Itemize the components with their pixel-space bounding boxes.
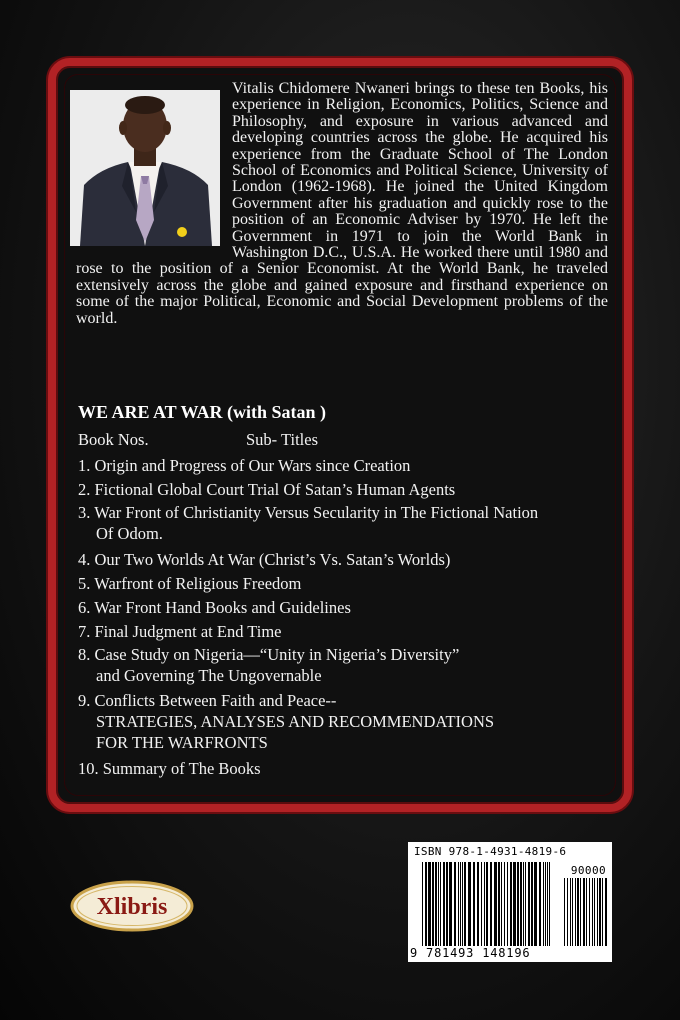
book-item-8 (78, 644, 578, 686)
book-item-2 (78, 478, 578, 502)
barcode-bar (484, 862, 485, 946)
barcode-bar (592, 878, 593, 946)
barcode-bar (490, 862, 492, 946)
book-title-continued: FOR THE WARFRONTS (96, 733, 268, 752)
book-item-5 (78, 572, 578, 596)
barcode-bar (473, 862, 475, 946)
barcode-bar (458, 862, 459, 946)
author-bio-text: Vitalis Chidomere Nwaneri brings to these ten Books, his experience in Religion, Economics, Politics, Science and Philosophy, and exposure in various advanced and developing countries across the globe. He acquired his experience from the Graduate School of The London School of Economics and Political Science, University of London (1962-1968). He joined the United Kingdom Government after his graduation and quickly rose to the position of an Economic Adviser by 1970. He left the Government in 1971 to join the World Bank in Washington D.C., U.S.A. He worked there until 1980 and rose to the position of a Senior Economist. At the World Bank, he traveled extensively across the globe and gained exposure and firsthand experience on some of the major Political, Economic and Social Development problems of the world. (76, 80, 608, 327)
barcode-bar (575, 878, 576, 946)
barcode-bar (570, 878, 571, 946)
book-title: 5. Warfront of Religious Freedom (78, 574, 302, 593)
barcode-bar (583, 878, 585, 946)
book-title: 7. Final Judgment at End Time (78, 622, 282, 641)
barcode-bar (449, 862, 452, 946)
barcode-bar (534, 862, 537, 946)
book-title: 9. Conflicts Between Faith and Peace-- (78, 691, 337, 710)
barcode-bar (504, 862, 505, 946)
barcode-bar (602, 878, 603, 946)
barcode-bar (580, 878, 581, 946)
barcode-bar (486, 862, 488, 946)
barcode-bar (605, 878, 607, 946)
book-item-10 (78, 757, 578, 781)
book-list (78, 454, 578, 781)
book-item-6 (78, 596, 578, 620)
book-title-continued: and Governing The Ungovernable (96, 666, 322, 685)
barcode-bar (498, 862, 500, 946)
barcode-bar (425, 862, 427, 946)
barcode-bar (428, 862, 431, 946)
book-title: 10. Summary of The Books (78, 759, 261, 778)
barcode-bar (432, 862, 434, 946)
barcode-bar (547, 862, 548, 946)
barcode-bar (599, 878, 601, 946)
barcode-bar (543, 862, 544, 946)
barcode-bar (454, 862, 456, 946)
barcode-bar (477, 862, 479, 946)
barcode-bar (549, 862, 550, 946)
barcode-bar (586, 878, 587, 946)
barcode-bar (539, 862, 541, 946)
barcode-bar (464, 862, 466, 946)
barcode-bar (517, 862, 519, 946)
barcode-bar (438, 862, 439, 946)
barcode-bar (443, 862, 445, 946)
barcode-bar (513, 862, 516, 946)
book-item-9 (78, 690, 578, 753)
barcode-bar (597, 878, 598, 946)
barcode-bar (468, 862, 471, 946)
xlibris-logo (70, 880, 194, 932)
book-title: 1. Origin and Progress of Our Wars since Creation (78, 456, 411, 475)
book-title: 4. Our Two Worlds At War (Christ’s Vs. Satan’s Worlds) (78, 550, 451, 569)
photo-spacer (76, 81, 232, 253)
barcode-bar (507, 862, 508, 946)
ean-number: 9 781493 148196 (410, 946, 531, 960)
barcode-bar (494, 862, 497, 946)
barcode-bar (481, 862, 482, 946)
isbn-barcode (408, 842, 612, 962)
book-title-continued: Of Odom. (96, 524, 163, 543)
col-header-sub-titles: Sub- Titles (246, 430, 318, 449)
isbn-number: ISBN 978-1-4931-4819-6 (414, 845, 567, 858)
book-item-3 (78, 502, 578, 544)
book-item-7 (78, 620, 578, 644)
barcode-bar (525, 862, 526, 946)
barcode-bar (523, 862, 524, 946)
book-item-4 (78, 548, 578, 572)
book-item-1 (78, 454, 578, 478)
barcode-bar (435, 862, 437, 946)
book-title: 8. Case Study on Nigeria—“Unity in Nigeria’s Diversity” (78, 645, 460, 664)
book-title: 3. War Front of Christianity Versus Secularity in The Fictional Nation (78, 503, 539, 522)
barcode-bar (589, 878, 590, 946)
barcode-bar (572, 878, 573, 946)
barcode-bar (594, 878, 595, 946)
logo-text: Xlibris (96, 894, 168, 920)
barcode-bar (422, 862, 423, 946)
book-title: 6. War Front Hand Books and Guidelines (78, 598, 351, 617)
barcode-bar (446, 862, 448, 946)
xlibris-logo-icon (70, 880, 194, 932)
barcode-bars (408, 842, 612, 962)
barcode-bar (531, 862, 533, 946)
barcode-bar (501, 862, 502, 946)
book-title-continued: STRATEGIES, ANALYSES AND RECOMMENDATIONS (96, 712, 495, 731)
barcode-bar (440, 862, 441, 946)
barcode-bar (564, 878, 565, 946)
book-title: 2. Fictional Global Court Trial Of Satan’s Human Agents (78, 480, 456, 499)
barcode-bar (577, 878, 579, 946)
barcode-bar (462, 862, 463, 946)
barcode-bar (528, 862, 530, 946)
barcode-bar (545, 862, 546, 946)
barcode-bar (567, 878, 568, 946)
barcode-bar (460, 862, 461, 946)
barcode-bar (510, 862, 512, 946)
barcode-bar (520, 862, 522, 946)
author-biography (76, 81, 608, 327)
price-code: 90000 (570, 864, 606, 877)
series-title: WE ARE AT WAR (with Satan ) (78, 402, 327, 422)
col-header-book-nos: Book Nos. (78, 430, 149, 449)
